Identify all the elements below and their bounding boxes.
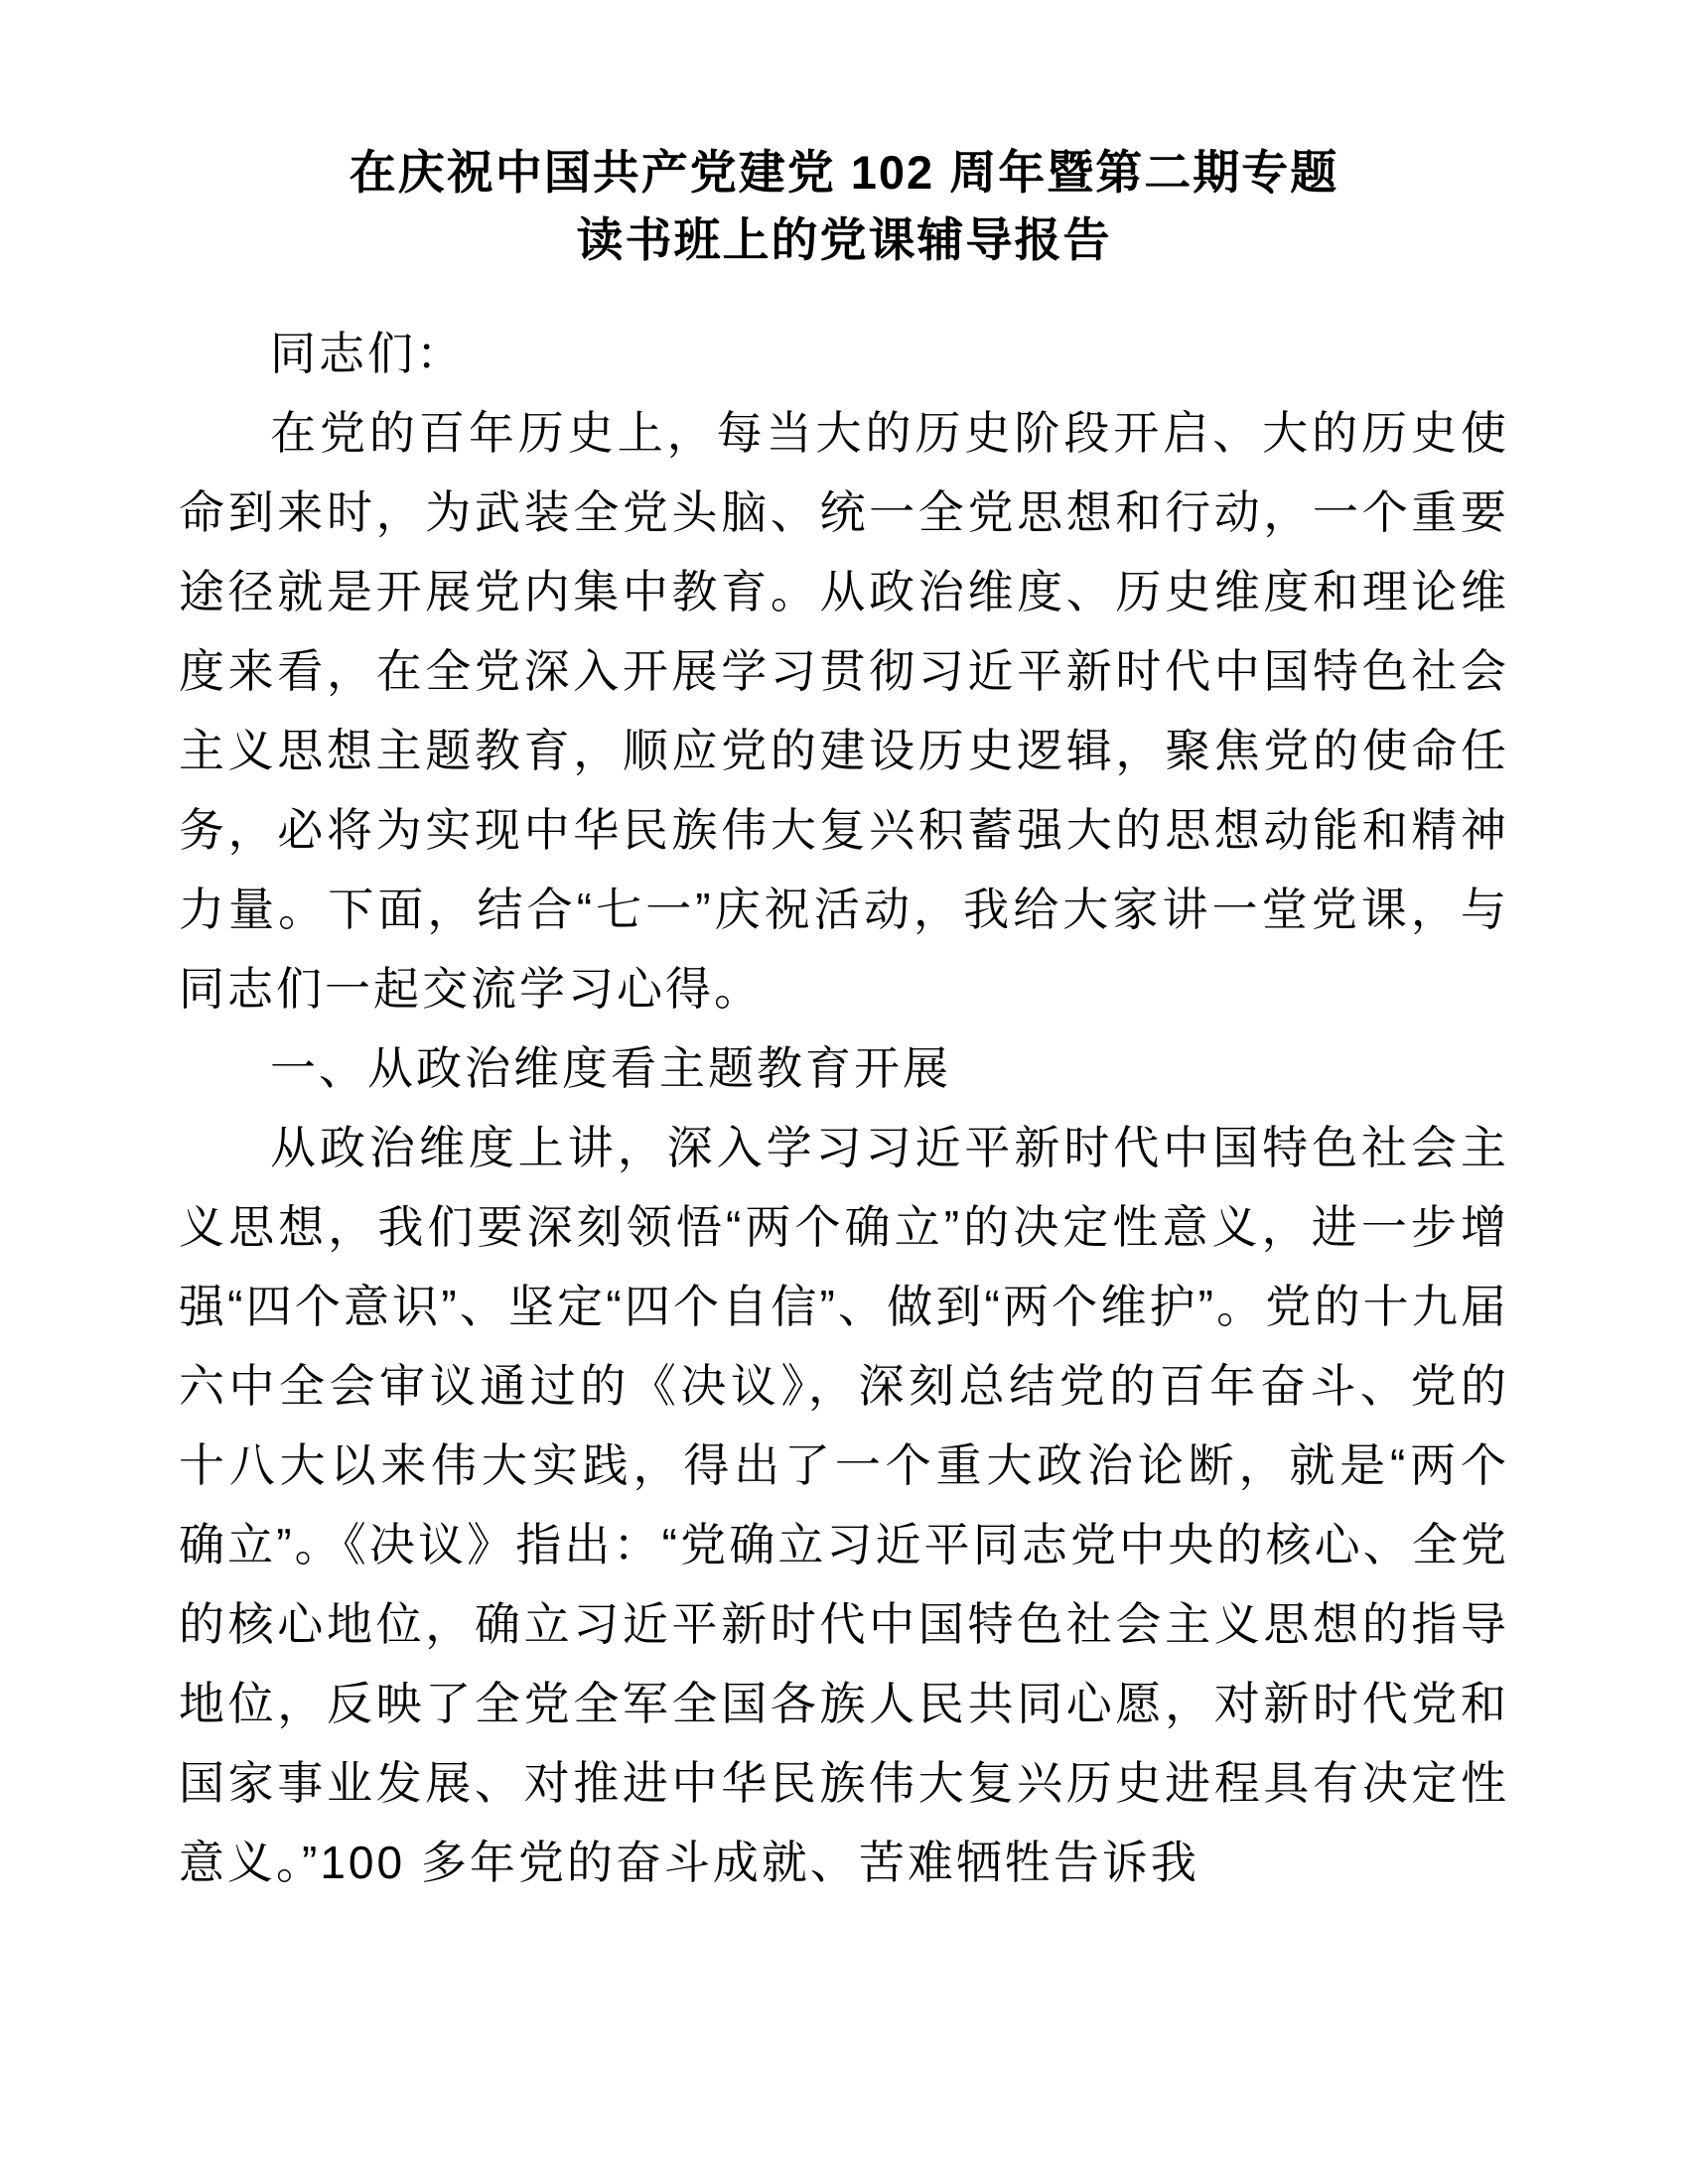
section-heading-1: 一、从政治维度看主题教育开展: [270, 1042, 951, 1094]
document-body: [179, 314, 1509, 1902]
salutation-paragraph: 同志们：: [270, 328, 465, 379]
document-title: [179, 139, 1509, 274]
section-1-paragraph: 从政治维度上讲，深入学习习近平新时代中国特色社会主义思想，我们要深刻领悟“两个确立”的决定性意义，进一步增强“四个意识”、坚定“四个自信”、做到“两个维护”。党的十九届六中全会审议通过的《决议》，深刻总结党的百年奋斗、党的十八大以来伟大实践，得出了一个重大政治论断，就是“两个确立”。《决议》指出：“党确立习近平同志党中央的核心、全党的核心地位，确立习近平新时代中国特色社会主义思想的指导地位，反映了全党全军全国各族人民共同心愿，对新时代党和国家事业发展、对推进中华民族伟大复兴历史进程具有决定性意义。”100 多年党的奋斗成就、苦难牺牲告诉我: [179, 1122, 1509, 1888]
intro-paragraph: 在党的百年历史上，每当大的历史阶段开启、大的历史使命到来时，为武装全党头脑、统一全党思想和行动，一个重要途径就是开展党内集中教育。从政治维度、历史维度和理论维度来看，在全党深入开展学习贯彻习近平新时代中国特色社会主义思想主题教育，顺应党的建设历史逻辑，聚焦党的使命任务，必将为实现中华民族伟大复兴积蓄强大的思想动能和精神力量。下面，结合“七一”庆祝活动，我给大家讲一堂党课，与同志们一起交流学习心得。: [179, 407, 1509, 1015]
title-line-2: 读书班上的党课辅导报告: [576, 213, 1112, 266]
title-line-1: 在庆祝中国共产党建党 102 周年暨第二期专题: [349, 146, 1339, 199]
